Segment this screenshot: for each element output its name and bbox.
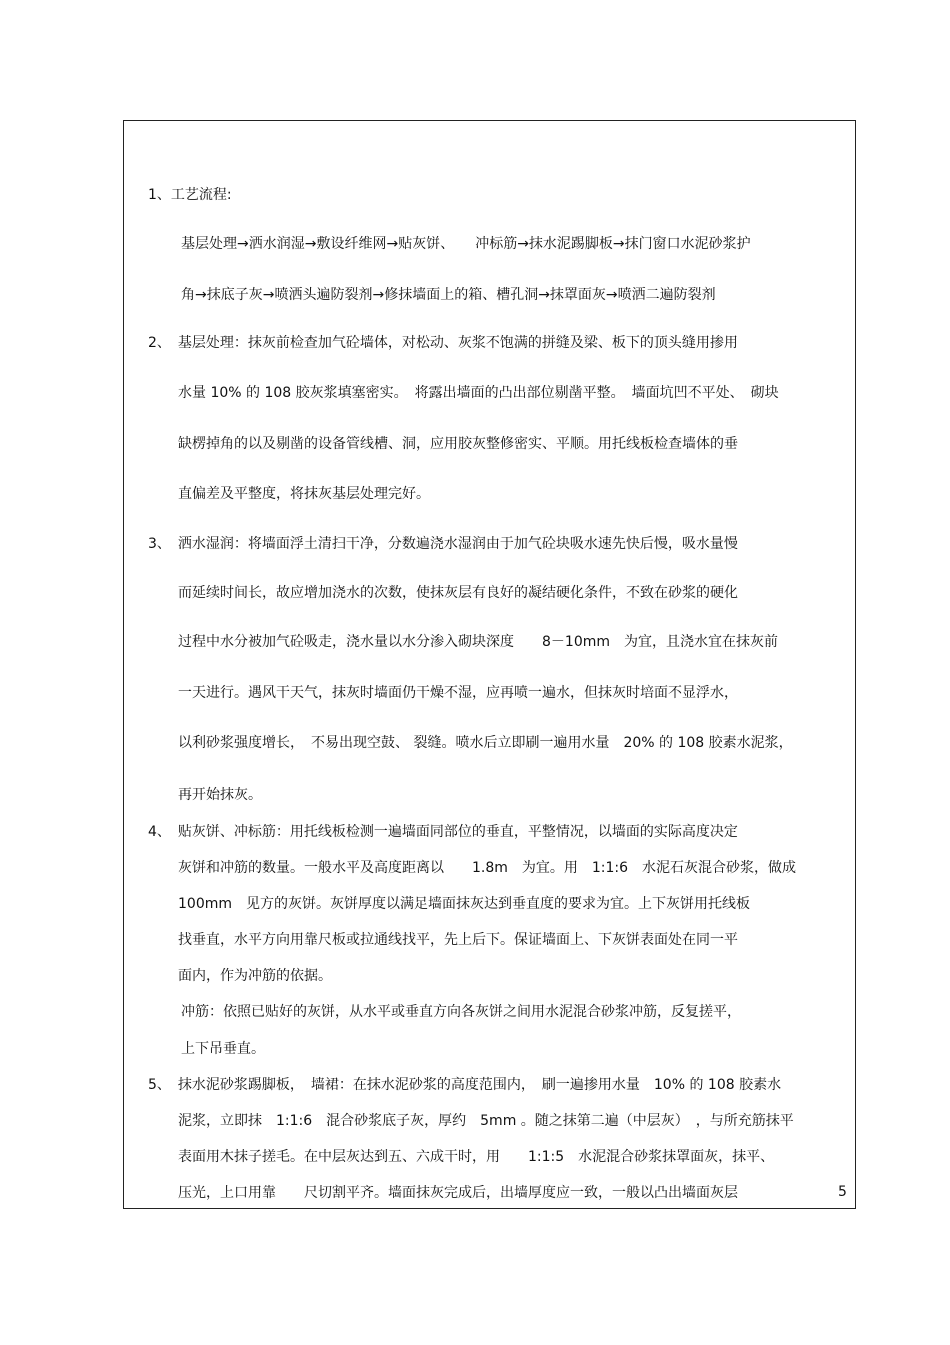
section-4-line-6: 冲筋：依照已贴好的灰饼，从水平或垂直方向各灰饼之间用水泥混合砂浆冲筋，反复搓平， [181, 1004, 741, 1020]
section-4-line-2: 灰饼和冲筋的数量。一般水平及高度距离以 1.8m 为宜。用 1:1:6 水泥石灰混合砂浆，做成 [178, 860, 797, 876]
section-4-line-5: 面内，作为冲筋的依据。 [178, 968, 332, 984]
section-3-line-5: 以利砂浆强度增长， 不易出现空鼓、 裂缝。喷水后立即刷一遍用水量 20% 的 108 胶素水泥浆， [178, 735, 793, 751]
section-3-line-2: 而延续时间长，故应增加浇水的次数，使抹灰层有良好的凝结硬化条件，不致在砂浆的硬化 [178, 585, 738, 601]
section-2-line-4: 直偏差及平整度，将抹灰基层处理完好。 [178, 486, 430, 502]
section-4-line-7: 上下吊垂直。 [181, 1041, 265, 1057]
section-2-line-3: 缺楞掉角的以及剔凿的设备管线槽、洞，应用胶灰整修密实、平顺。用托线板检查墙体的垂 [178, 436, 738, 452]
section-3-line-1: 3、 洒水湿润：将墙面浮土清扫干净，分数遍浇水湿润由于加气砼块吸水速先快后慢，吸水量慢 [148, 536, 738, 552]
section-5-line-4: 压光，上口用靠 尺切割平齐。墙面抹灰完成后，出墙厚度应一致，一般以凸出墙面灰层 [178, 1185, 738, 1201]
page-number: 5 [838, 1184, 847, 1200]
process-flow-line-2: 角→抹底子灰→喷洒头遍防裂剂→修抹墙面上的箱、槽孔洞→抹罩面灰→喷洒二遍防裂剂 [181, 287, 716, 303]
section-3-line-3: 过程中水分被加气砼吸走，浇水量以水分渗入砌块深度 8－10mm 为宜，且浇水宜在抹灰前 [178, 634, 778, 650]
section-4-line-4: 找垂直，水平方向用靠尺板或拉通线找平，先上后下。保证墙面上、下灰饼表面处在同一平 [178, 932, 738, 948]
section-4-line-1: 4、 贴灰饼、冲标筋：用托线板检测一遍墙面同部位的垂直，平整情况，以墙面的实际高度决定 [148, 824, 738, 840]
section-3-line-4: 一天进行。遇风干天气，抹灰时墙面仍干燥不湿，应再喷一遍水，但抹灰时培面不显浮水， [178, 685, 738, 701]
section-5-line-3: 表面用木抹子搓毛。在中层灰达到五、六成干时，用 1:1:5 水泥混合砂浆抹罩面灰，抹平、 [178, 1149, 775, 1165]
section-2-line-2: 水量 10% 的 108 胶灰浆填塞密实。 将露出墙面的凸出部位剔凿平整。 墙面坑凹不平处、 砌块 [178, 385, 779, 401]
section-5-line-2: 泥浆，立即抹 1:1:6 混合砂浆底子灰，厚约 5mm 。随之抹第二遍（中层灰） ，与所充筋抹平 [178, 1113, 794, 1129]
section-1-title: 1、工艺流程: [148, 187, 232, 203]
section-4-line-3: 100mm 见方的灰饼。灰饼厚度以满足墙面抹灰达到垂直度的要求为宜。上下灰饼用托线板 [178, 896, 750, 912]
section-5-line-1: 5、 抹水泥砂浆踢脚板， 墙裙：在抹水泥砂浆的高度范围内， 刷一遍掺用水量 10% 的 108 胶素水 [148, 1077, 782, 1093]
section-3-line-6: 再开始抹灰。 [178, 787, 262, 803]
process-flow-line-1: 基层处理→洒水润湿→敷设纤维网→贴灰饼、 冲标筋→抹水泥踢脚板→抹门窗口水泥砂浆护 [181, 236, 751, 252]
section-2-line-1: 2、 基层处理：抹灰前检查加气砼墙体，对松动、灰浆不饱满的拼缝及梁、板下的顶头缝用掺用 [148, 335, 738, 351]
